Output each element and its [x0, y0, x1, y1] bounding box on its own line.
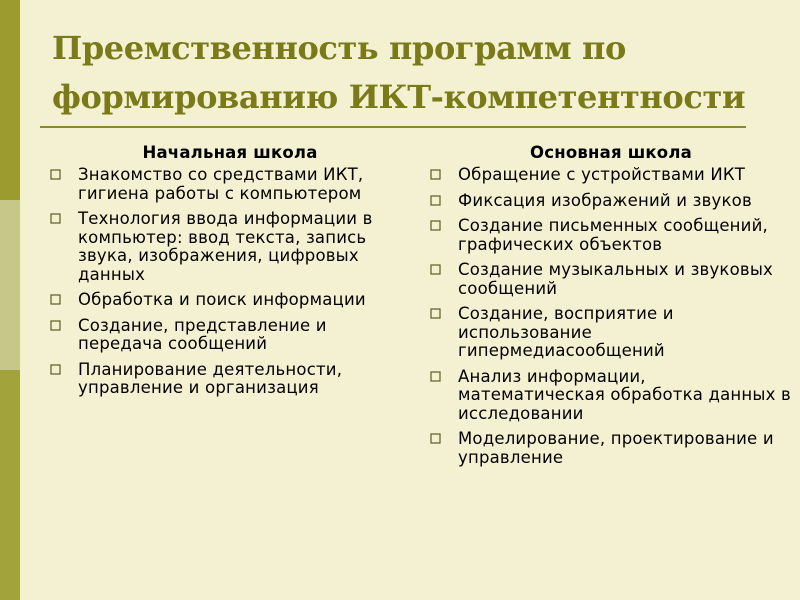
list-item — [430, 192, 792, 211]
slide-title: Преемственность программ по формированию ИКТ-компетентности — [52, 29, 746, 116]
list-item-text: Технология ввода информации в компьютер: ввод текста, запись звука, изображения, цифровых данных — [78, 209, 373, 284]
list-item — [430, 166, 792, 185]
hollow-square-bullet-icon — [430, 264, 442, 276]
list-item-text: Обращение с устройствами ИКТ — [458, 165, 746, 184]
list-item — [430, 217, 792, 254]
column-heading: Начальная школа — [142, 143, 318, 162]
hollow-square-bullet-icon — [430, 433, 442, 445]
secondary-school-column — [430, 142, 792, 474]
list-item-text: Создание, представление и передача сообщений — [78, 315, 327, 353]
hollow-square-bullet-icon — [430, 308, 442, 320]
hollow-square-bullet-icon — [430, 220, 442, 232]
primary-school-list — [50, 166, 410, 398]
list-item-text: Создание, восприятие и использование гипермедиасообщений — [458, 304, 674, 360]
list-item-text: Моделирование, проектирование и управление — [458, 429, 774, 467]
title-underline — [40, 126, 746, 128]
list-item-text: Создание письменных сообщений, графических объектов — [458, 216, 768, 254]
sidebar-segment — [0, 0, 20, 200]
hollow-square-bullet-icon — [430, 371, 442, 383]
list-item — [50, 317, 410, 354]
list-item — [430, 430, 792, 467]
list-item — [430, 368, 792, 424]
column-heading: Основная школа — [530, 143, 692, 162]
list-item-text: Создание музыкальных и звуковых сообщений — [458, 260, 774, 298]
list-item-text: Анализ информации, математическая обработка данных в исследовании — [458, 366, 791, 423]
list-item — [50, 291, 410, 310]
sidebar-segment — [0, 370, 20, 600]
list-item-text: Знакомство со средствами ИКТ, гигиена работы с компьютером — [78, 165, 364, 203]
hollow-square-bullet-icon — [50, 320, 62, 332]
hollow-square-bullet-icon — [50, 213, 62, 225]
list-item-text: Планирование деятельности, управление и организация — [78, 359, 343, 397]
list-item — [430, 261, 792, 298]
hollow-square-bullet-icon — [50, 169, 62, 181]
hollow-square-bullet-icon — [50, 364, 62, 376]
list-item-text: Обработка и поиск информации — [78, 290, 366, 309]
list-item — [50, 210, 410, 284]
list-item — [50, 361, 410, 398]
sidebar-segment — [0, 200, 20, 370]
primary-school-column — [50, 142, 410, 405]
hollow-square-bullet-icon — [430, 195, 442, 207]
hollow-square-bullet-icon — [430, 169, 442, 181]
list-item — [50, 166, 410, 203]
list-item — [430, 305, 792, 361]
secondary-school-list — [430, 166, 792, 467]
hollow-square-bullet-icon — [50, 294, 62, 306]
list-item-text: Фиксация изображений и звуков — [458, 190, 752, 210]
decorative-sidebar — [0, 0, 20, 600]
